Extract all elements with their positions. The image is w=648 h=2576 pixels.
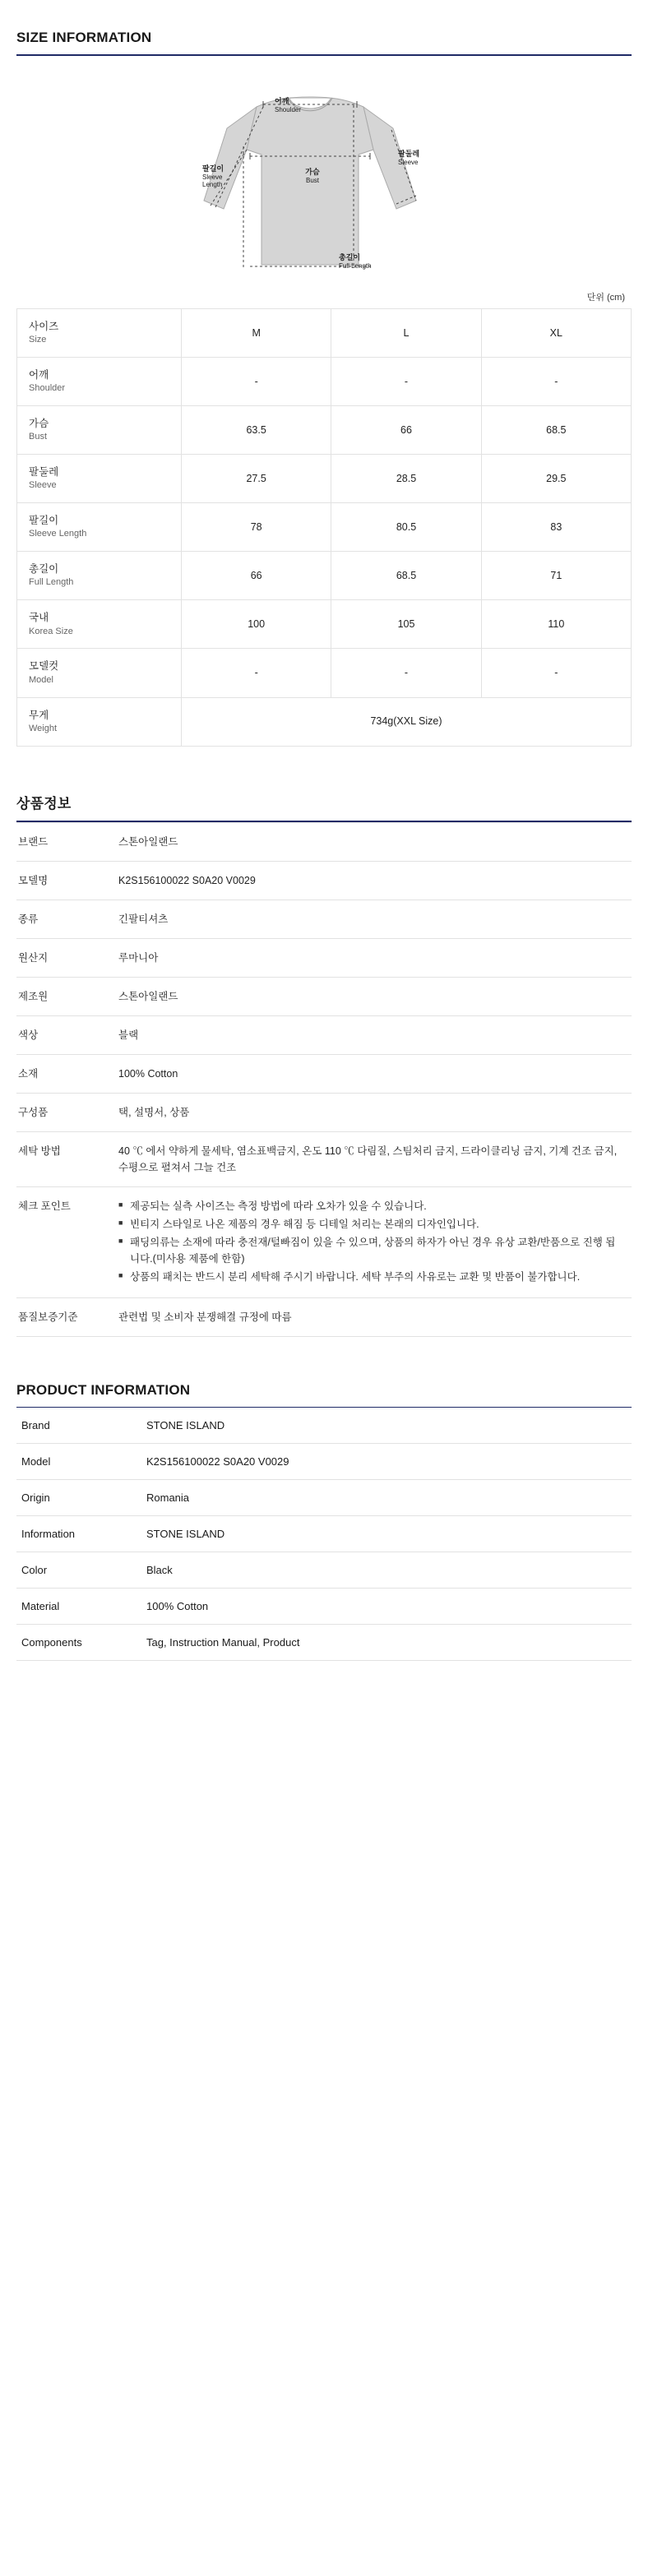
- row-label-bust: 가슴 Bust: [17, 406, 182, 455]
- cell: 29.5: [481, 455, 631, 503]
- size-header-kr: 사이즈: [29, 321, 59, 332]
- product-info-kr-table: [16, 822, 632, 1337]
- table-row: [16, 977, 632, 1015]
- product-info-kr-title: 상품정보: [16, 795, 72, 812]
- cell: 27.5: [182, 455, 331, 503]
- pi-value: STONE ISLAND: [140, 1515, 632, 1552]
- info-value: 긴팔티셔츠: [107, 900, 632, 938]
- table-row: [17, 503, 632, 552]
- pi-key: Material: [16, 1588, 140, 1624]
- table-row: [16, 1443, 632, 1479]
- cell: -: [481, 358, 631, 406]
- table-row: [16, 1408, 632, 1444]
- pi-key: Color: [16, 1552, 140, 1588]
- info-value: 관련법 및 소비자 분쟁해결 규정에 따름: [107, 1297, 632, 1336]
- cell: 78: [182, 503, 331, 552]
- table-row: [17, 552, 632, 600]
- table-row: [16, 1552, 632, 1588]
- size-table: [16, 308, 632, 747]
- info-value-washing: 40 ℃ 에서 약하게 물세탁, 염소표백금지, 온도 110 ℃ 다림질, 스팀처리 금지, 드라이클리닝 금지, 기계 건조 금지, 수평으로 펼쳐서 그늘 건조: [107, 1131, 632, 1186]
- pi-key: Origin: [16, 1479, 140, 1515]
- label-shoulder-en: Shoulder: [275, 106, 302, 113]
- info-key: 종류: [16, 900, 107, 938]
- info-value: 택, 설명서, 상품: [107, 1093, 632, 1131]
- row-label-korea-size: 국내 Korea Size: [17, 600, 182, 649]
- info-value: 스톤아일랜드: [107, 822, 632, 861]
- pi-value: Tag, Instruction Manual, Product: [140, 1624, 632, 1660]
- info-key: 소재: [16, 1054, 107, 1093]
- square-bullet-icon: ■: [118, 1218, 123, 1227]
- table-row: [17, 455, 632, 503]
- table-row: [16, 1624, 632, 1660]
- unit-note: 단위 (cm): [586, 293, 625, 303]
- square-bullet-icon: ■: [118, 1236, 123, 1245]
- cell: 71: [481, 552, 631, 600]
- table-row: [16, 1015, 632, 1054]
- label-shoulder-kr: 어깨: [275, 97, 289, 105]
- size-table-corner: [17, 309, 182, 358]
- pi-key: Information: [16, 1515, 140, 1552]
- list-item: ■ 패딩의류는 소재에 따라 충전재/털빠짐이 있을 수 있으며, 상품의 하자가 아닌 경우 유상 교환/반품으로 진행 됩니다.(미사용 제품에 한함): [118, 1236, 616, 1265]
- cell: 68.5: [481, 406, 631, 455]
- info-key: 브랜드: [16, 822, 107, 861]
- list-item: ■ 상품의 패치는 반드시 분리 세탁해 주시기 바랍니다. 세탁 부주의 사유로는 교환 및 반품이 불가합니다.: [118, 1270, 581, 1283]
- row-label-sleeve: 팔둘레 Sleeve: [17, 455, 182, 503]
- cell: 66: [182, 552, 331, 600]
- size-col-m: M: [182, 309, 331, 358]
- square-bullet-icon: ■: [118, 1270, 123, 1279]
- info-value: 100% Cotton: [107, 1054, 632, 1093]
- pi-value: Romania: [140, 1479, 632, 1515]
- cell: -: [331, 358, 481, 406]
- info-key-checkpoints: 체크 포인트: [16, 1186, 107, 1297]
- label-full-length-en: Full Length: [339, 262, 372, 270]
- cell: 28.5: [331, 455, 481, 503]
- label-bust-kr: 가슴: [305, 168, 320, 176]
- info-key: 색상: [16, 1015, 107, 1054]
- table-row: [17, 649, 632, 697]
- label-bust-en: Bust: [305, 177, 320, 184]
- row-label-weight: 무게 Weight: [17, 697, 182, 746]
- table-row: [16, 1588, 632, 1624]
- table-row: [16, 938, 632, 977]
- info-key: 품질보증기준: [16, 1297, 107, 1336]
- product-information-en-heading: [16, 1382, 632, 1408]
- pi-key: Model: [16, 1443, 140, 1479]
- size-information-title: SIZE INFORMATION: [16, 30, 152, 45]
- product-information-en-title: PRODUCT INFORMATION: [16, 1381, 191, 1398]
- table-row: [16, 1186, 632, 1297]
- cell: -: [182, 649, 331, 697]
- label-sleeve-kr: 팔둘레: [398, 150, 420, 158]
- table-row-header: [17, 309, 632, 358]
- cell: 105: [331, 600, 481, 649]
- table-row: [17, 358, 632, 406]
- cell: 66: [331, 406, 481, 455]
- size-col-xl: XL: [481, 309, 631, 358]
- table-row: [16, 822, 632, 861]
- cell: 80.5: [331, 503, 481, 552]
- cell: -: [481, 649, 631, 697]
- pi-value: 100% Cotton: [140, 1588, 632, 1624]
- table-row: [16, 861, 632, 900]
- info-key: 구성품: [16, 1093, 107, 1131]
- garment-measurement-diagram: [0, 64, 648, 290]
- info-key: 모델명: [16, 861, 107, 900]
- product-info-kr-heading: [16, 792, 632, 822]
- label-sleeve-en: Sleeve: [398, 159, 419, 166]
- label-sleeve-length-en2: Length: [202, 181, 223, 188]
- label-full-length-kr: 총길이: [339, 253, 361, 261]
- cell: 68.5: [331, 552, 481, 600]
- info-value: 블랙: [107, 1015, 632, 1054]
- table-row-weight: [17, 697, 632, 746]
- table-row: [16, 1093, 632, 1131]
- table-row: [17, 406, 632, 455]
- cell: 100: [182, 600, 331, 649]
- cell: 110: [481, 600, 631, 649]
- info-key: 제조원: [16, 977, 107, 1015]
- garment-diagram-svg: [151, 64, 497, 290]
- info-key: 원산지: [16, 938, 107, 977]
- table-row: [16, 900, 632, 938]
- size-col-l: L: [331, 309, 481, 358]
- row-label-model: 모델컷 Model: [17, 649, 182, 697]
- row-label-shoulder: 어깨 Shoulder: [17, 358, 182, 406]
- size-information-heading: [16, 30, 632, 56]
- info-value: K2S156100022 S0A20 V0029: [107, 861, 632, 900]
- table-row: [16, 1515, 632, 1552]
- pi-value: K2S156100022 S0A20 V0029: [140, 1443, 632, 1479]
- pi-value: Black: [140, 1552, 632, 1588]
- table-row: [16, 1479, 632, 1515]
- table-row: [16, 1054, 632, 1093]
- list-item: ■ 제공되는 실측 사이즈는 측정 방법에 따라 오차가 있을 수 있습니다.: [118, 1200, 427, 1212]
- list-item: ■ 빈티지 스타일로 나온 제품의 경우 해짐 등 디테일 처리는 본래의 디자인입니다.: [118, 1218, 479, 1230]
- pi-value: STONE ISLAND: [140, 1408, 632, 1444]
- square-bullet-icon: ■: [118, 1200, 123, 1209]
- table-row: [16, 1297, 632, 1336]
- cell: 63.5: [182, 406, 331, 455]
- product-information-en-table: [16, 1408, 632, 1661]
- row-label-full-length: 총길이 Full Length: [17, 552, 182, 600]
- cell: -: [331, 649, 481, 697]
- label-sleeve-length-kr: 팔길이: [202, 164, 224, 173]
- size-header-en: Size: [29, 335, 47, 345]
- info-value: 스톤아일랜드: [107, 977, 632, 1015]
- table-row: [16, 1131, 632, 1186]
- cell: 83: [481, 503, 631, 552]
- info-value: 루마니아: [107, 938, 632, 977]
- pi-key: Components: [16, 1624, 140, 1660]
- info-key-washing: 세탁 방법: [16, 1131, 107, 1186]
- table-row: [17, 600, 632, 649]
- info-value-checkpoints: [107, 1186, 632, 1297]
- row-label-sleeve-length: 팔길이 Sleeve Length: [17, 503, 182, 552]
- label-sleeve-length-en: Sleeve: [202, 173, 223, 181]
- cell: -: [182, 358, 331, 406]
- cell-weight-value: 734g(XXL Size): [182, 697, 632, 746]
- pi-key: Brand: [16, 1408, 140, 1444]
